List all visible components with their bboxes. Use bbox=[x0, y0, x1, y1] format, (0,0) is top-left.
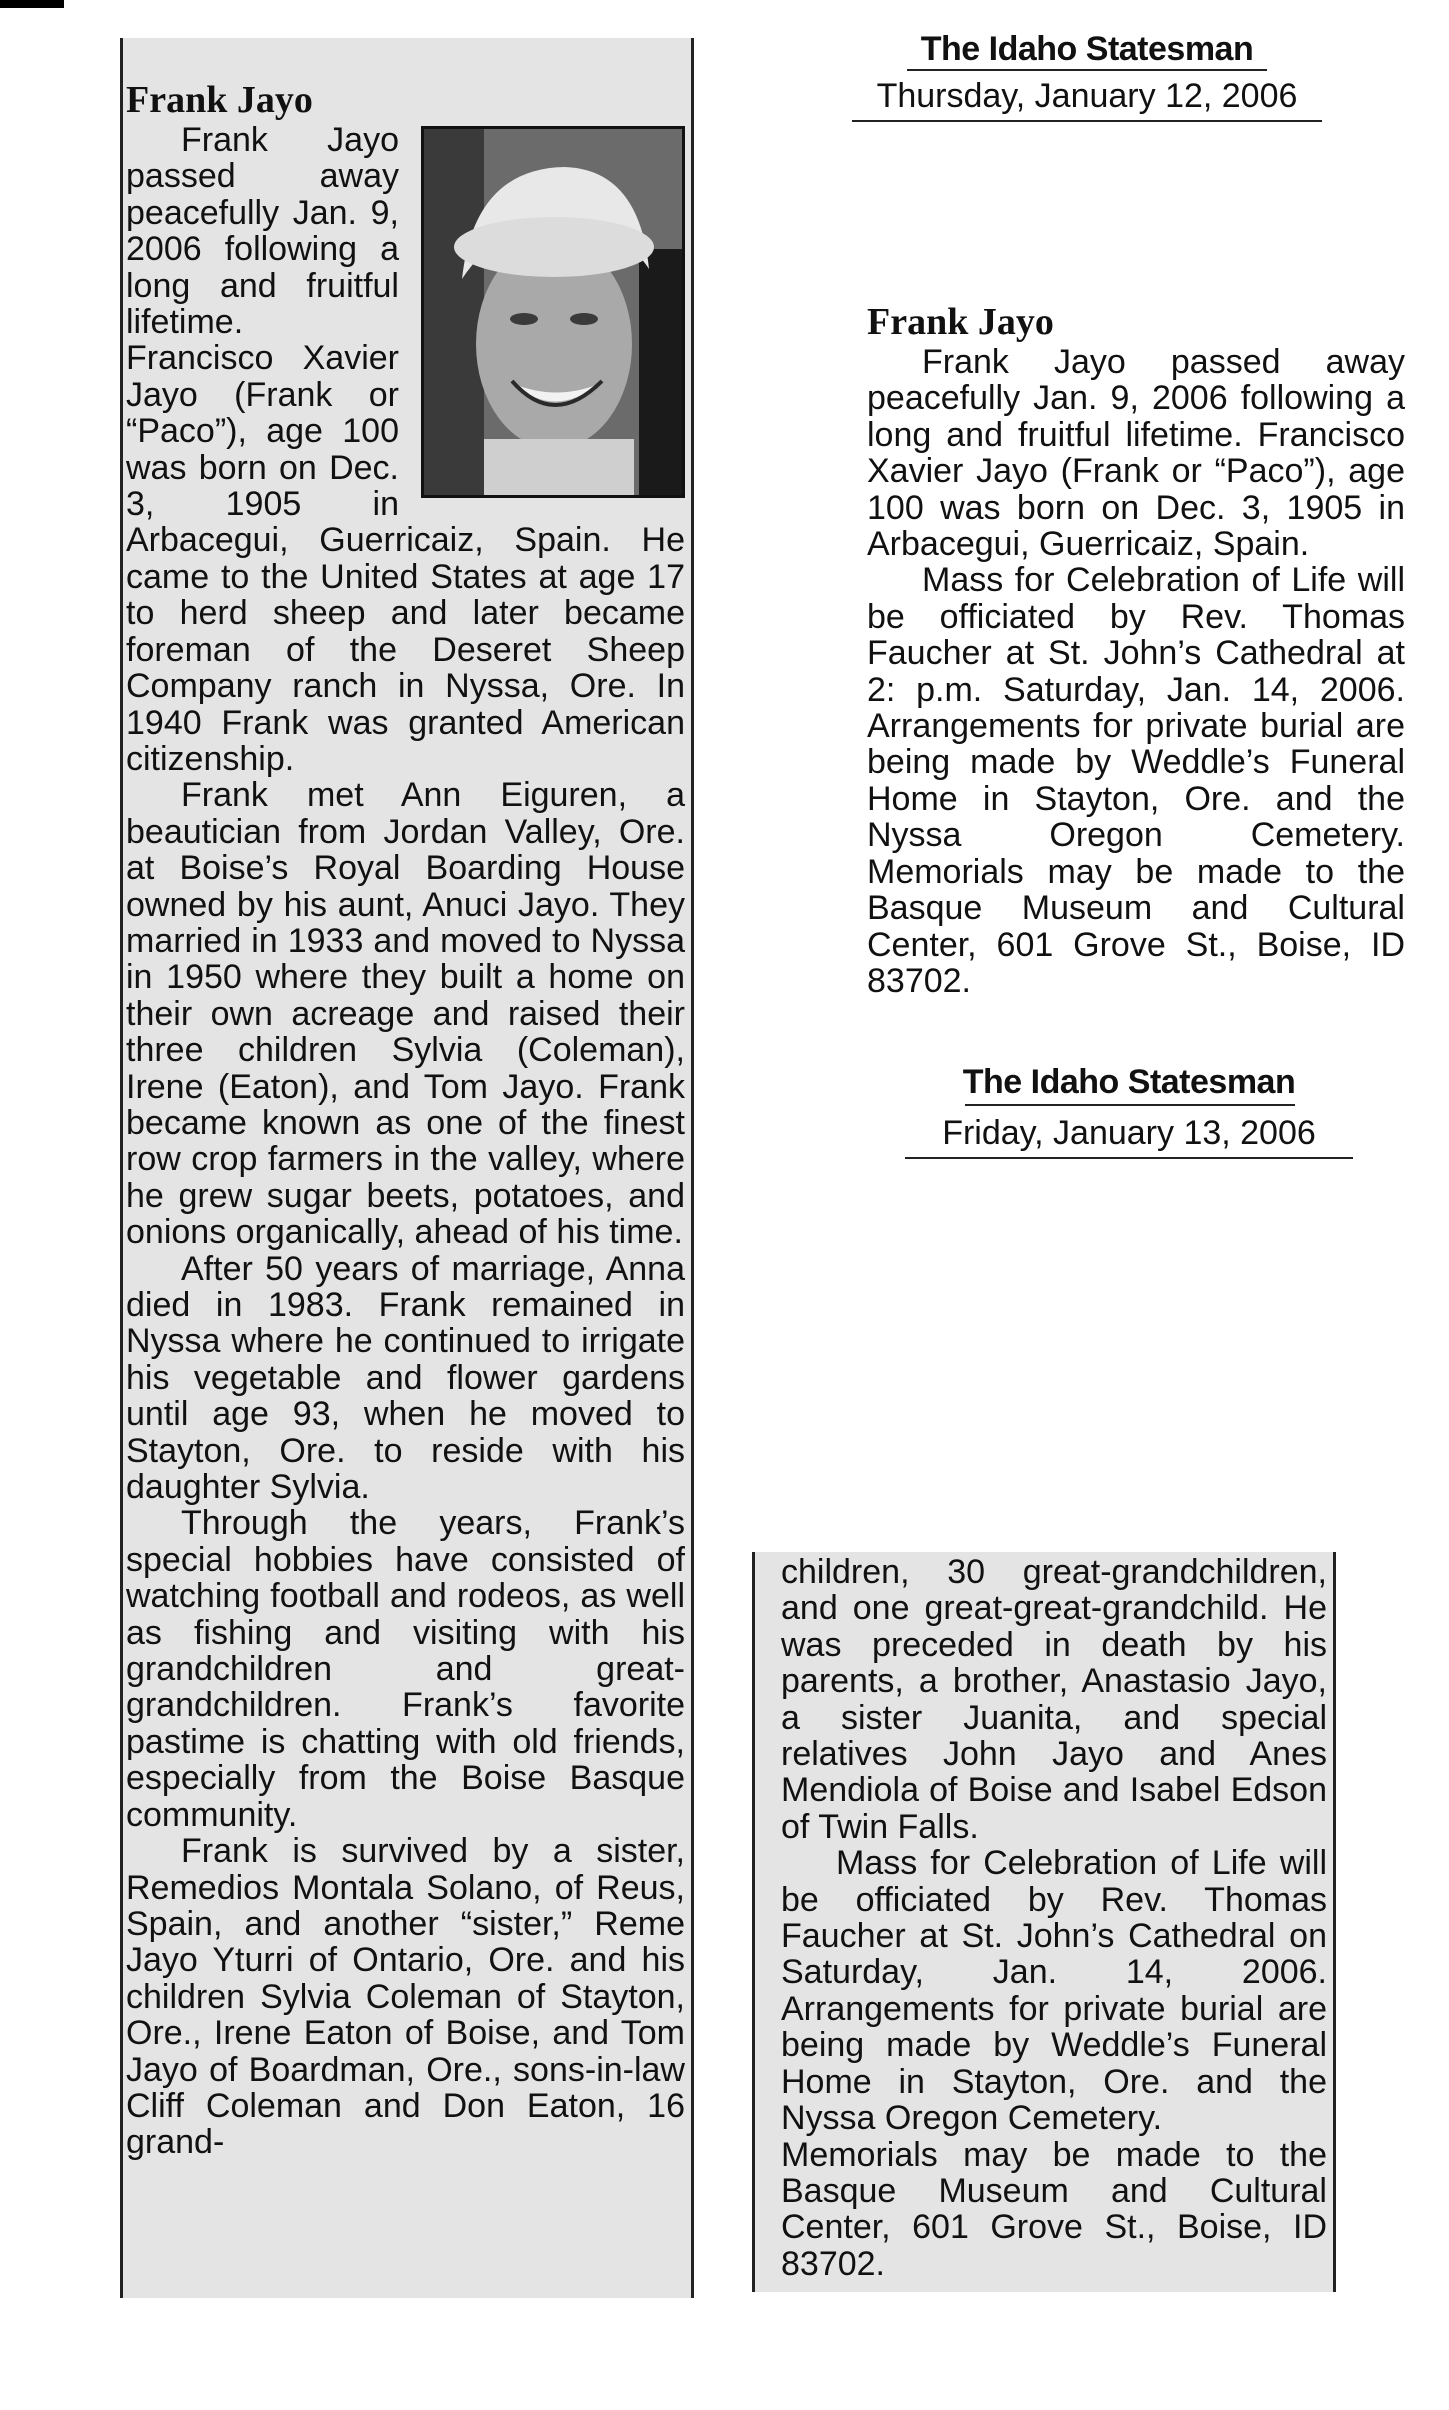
scan-corner-mark bbox=[0, 0, 64, 8]
obituary-headline: Frank Jayo bbox=[867, 301, 1054, 343]
obituary-paragraph: Mass for Celebration of Life will be officiated by Rev. Thomas Faucher at St. John’s Cathedral on Saturday, Jan. 14, 2006. Arrangements for private burial are being made by Weddle’s Funeral Home in Stayton, Ore. and the Nyssa Oregon Cemetery. bbox=[781, 1844, 1327, 2138]
obituary-paragraph: children, 30 great-grandchildren, and one great-great-grandchild. He was preceded in death by his parents, a brother, Anastasio Jayo, a sister Juanita, and special relatives John Jayo and Anes Mendiola of Boise and Isabel Edson of Twin Falls. bbox=[781, 1553, 1327, 1846]
obituary-notice-short bbox=[867, 300, 1405, 999]
masthead-friday bbox=[905, 1063, 1353, 1159]
obituary-paragraph: Frank Jayo passed away peacefully Jan. 9, 2006 following a long and fruitful lifetime. Francisco Xavier Jayo (Frank or “Paco”), age 100 was born on Dec. 3, 1905 in Arbacegui, Guerricaiz, Spain. bbox=[867, 343, 1405, 564]
publication-date: Thursday, January 12, 2006 bbox=[876, 77, 1298, 115]
obituary-paragraph: After 50 years of marriage, Anna died in 1983. Frank remained in Nyssa where he continued to irrigate his vegetable and flower gardens until age 93, when he moved to Stayton, Ore. to reside with his daughter Sylvia. bbox=[126, 1249, 685, 1507]
obituary-paragraph: Mass for Celebration of Life will be officiated by Rev. Thomas Faucher at St. John’s Cathedral at 2: p.m. Saturday, Jan. 14, 2006. Arrangements for private burial are being made by Weddle’s Funeral Home in Stayton, Ore. and the Nyssa Oregon Cemetery. Memorials may be made to the Basque Museum and Cultural Center, 601 Grove St., Boise, ID 83702. bbox=[867, 561, 1405, 1000]
masthead-rule bbox=[965, 1104, 1295, 1106]
portrait-image bbox=[424, 129, 682, 495]
obituary-paragraph: Frank met Ann Eiguren, a beautician from Jordan Valley, Ore. at Boise’s Royal Boarding House owned by his aunt, Anuci Jayo. They married in 1933 and moved to Nyssa in 1950 where they built a home on their own acreage and raised their three children Sylvia (Coleman), Irene (Eaton), and Tom Jayo. Frank became known as one of the finest row crop farmers in the valley, where he grew sugar beets, potatoes, and onions organically, ahead of his time. bbox=[126, 776, 685, 1252]
masthead-thursday bbox=[852, 30, 1322, 122]
obituary-paragraph: Frank is survived by a sister, Remedios Montala Solano, of Reus, Spain, and another “sister,” Reme Jayo Yturri of Ontario, Ore. and his children Sylvia Coleman of Stayton, Ore., Irene Eaton of Boise, and Tom Jayo of Boardman, Ore., sons-in-law Cliff Coleman and Don Eaton, 16 grand- bbox=[126, 1832, 685, 2162]
masthead-rule bbox=[852, 120, 1322, 122]
publication-date: Friday, January 13, 2006 bbox=[942, 1114, 1316, 1152]
newspaper-name: The Idaho Statesman bbox=[962, 1063, 1296, 1101]
newspaper-name: The Idaho Statesman bbox=[920, 30, 1254, 68]
obituary-clipping-continuation bbox=[752, 1552, 1336, 2292]
obituary-paragraph: Memorials may be made to the Basque Museum and Cultural Center, 601 Grove St., Boise, ID 83702. bbox=[781, 2135, 1327, 2283]
obituary-paragraph: Through the years, Frank’s special hobbies have consisted of watching football and rodeos, as well as fishing and visiting with his grandchildren and great-grandchildren. Frank’s favorite pastime is chatting with old friends, especially from the Boise Basque community. bbox=[126, 1504, 685, 1834]
obituary-headline: Frank Jayo bbox=[126, 79, 313, 121]
masthead-rule bbox=[905, 1157, 1353, 1159]
masthead-rule bbox=[907, 69, 1267, 71]
obituary-paragraph: Frank Jayo passed away peacefully Jan. 9, 2006 following a long and fruitful lifetime. Francisco Xavier Jayo (Frank or “Paco”), age 100 was born on Dec. 3, 1905 in Arbacegui, Guerricaiz, Spain. He came to the United States at age 17 to herd sheep and later became foreman of the Deseret Sheep Company ranch in Nyssa, Ore. In 1940 Frank was granted American citizenship. bbox=[126, 121, 685, 778]
obituary-clipping-main bbox=[120, 38, 694, 2298]
portrait-photo bbox=[421, 126, 685, 498]
